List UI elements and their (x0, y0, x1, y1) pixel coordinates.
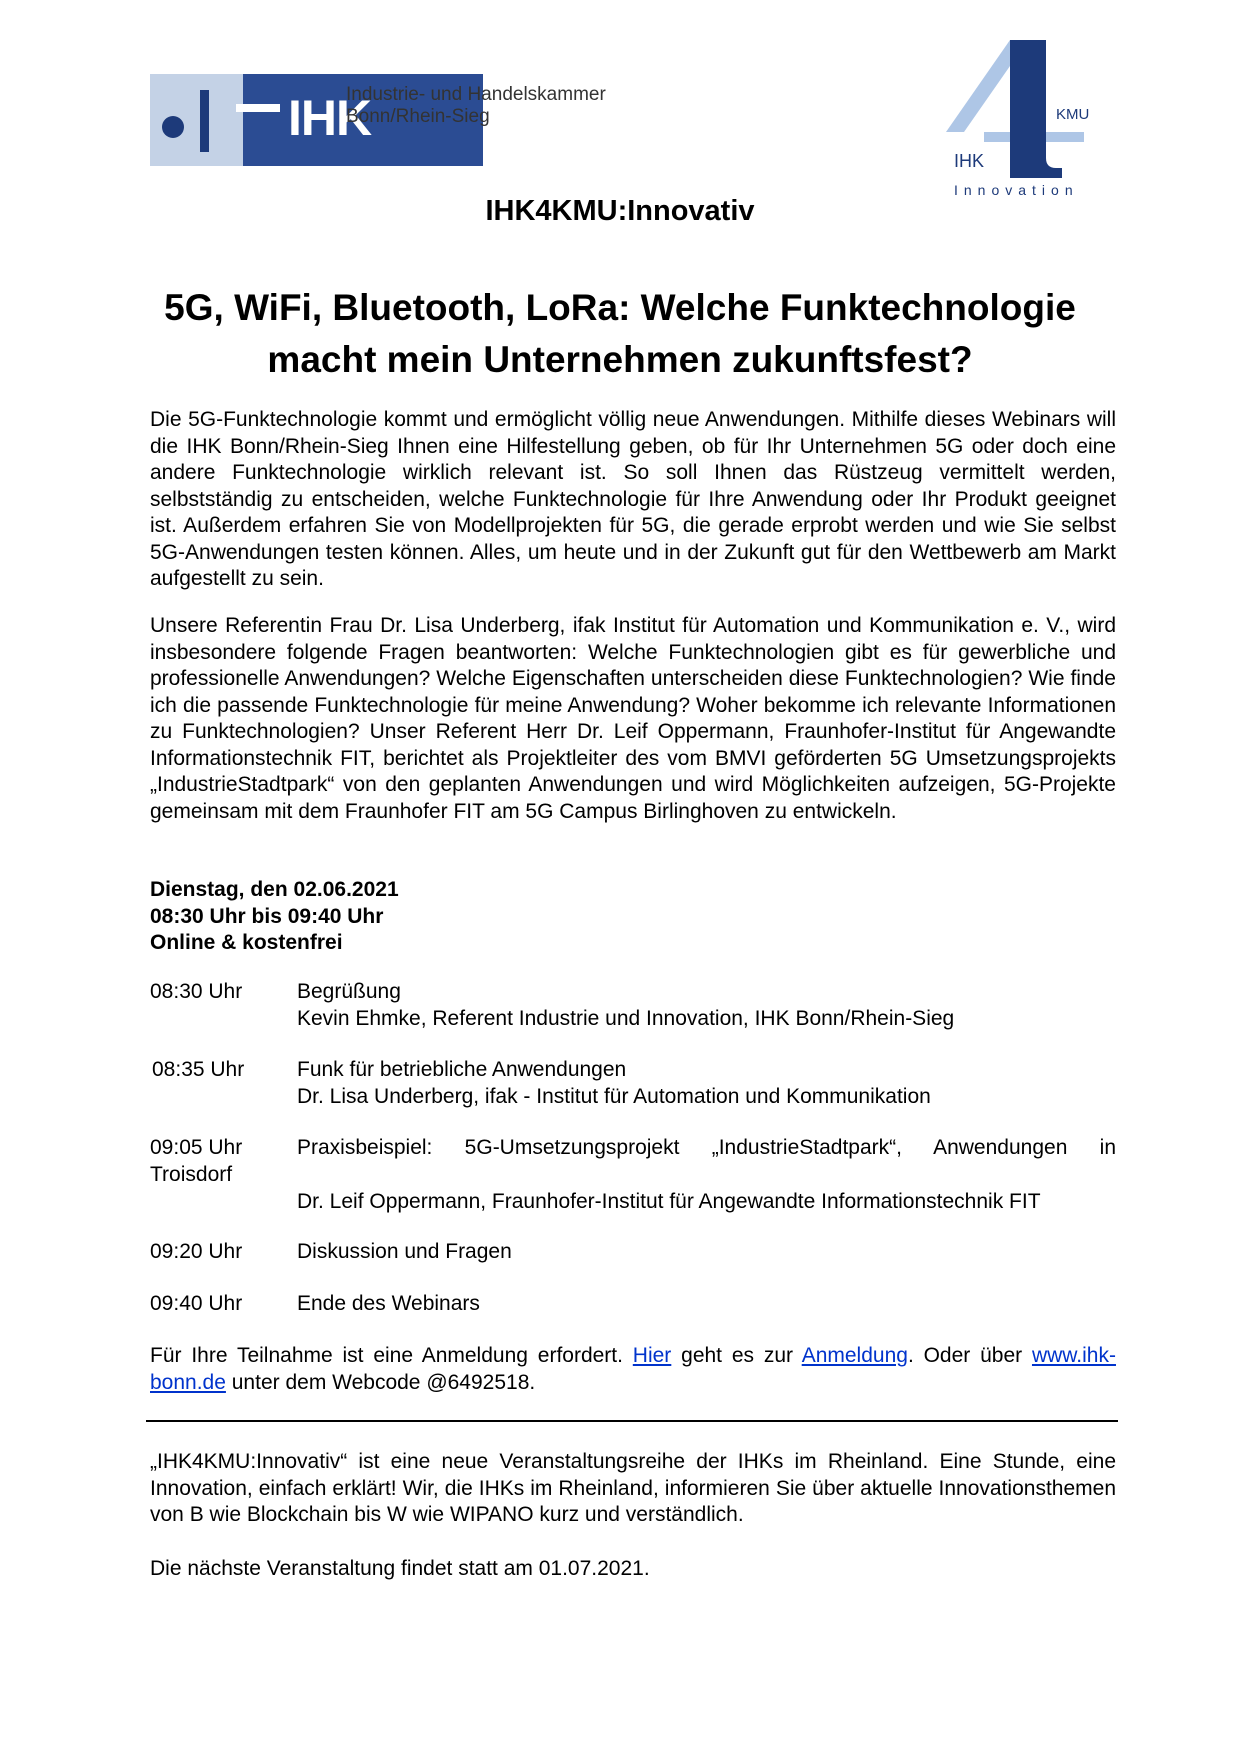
agenda-body (297, 979, 1116, 1032)
next-event-note: Die nächste Veranstaltung findet statt am 01.07.2021. (150, 1557, 650, 1580)
document-title (120, 282, 1120, 386)
agenda-time-block (150, 1135, 280, 1188)
logo-ihk-text: IHK (288, 90, 372, 146)
logo-org-name (346, 84, 606, 128)
agenda-item (150, 979, 1116, 1033)
logo-bar-icon (200, 90, 209, 152)
agenda-title: Begrüßung (297, 980, 401, 1003)
logo-org-line2: Bonn/Rhein-Sieg (346, 106, 490, 127)
divider (146, 1420, 1118, 1422)
agenda-title: Praxisbeispiel: 5G-Umsetzungsprojekt „IndustrieStadtpark“, Anwendungen in (297, 1136, 1116, 1159)
registration-text: Für Ihre Teilnahme ist eine Anmeldung erfordert. (150, 1344, 633, 1367)
logo-ihk-small-text: IHK (954, 151, 985, 171)
event-details (150, 877, 399, 957)
registration-paragraph (150, 1343, 1116, 1396)
agenda-speaker: Dr. Lisa Underberg, ifak - Institut für Automation und Kommunikation (297, 1084, 931, 1108)
agenda-speaker: Dr. Leif Oppermann, Fraunhofer-Institut für Angewandte Informationstechnik FIT (297, 1189, 1041, 1213)
agenda-item (150, 1135, 1116, 1245)
intro-paragraph: Die 5G-Funktechnologie kommt und ermöglicht völlig neue Anwendungen. Mithilfe dieses Webinars will die IHK Bonn/Rhein-Sieg Ihnen eine Hilfestellung geben, ob für Ihr Unternehmen 5G oder doch eine andere Funktechnologie wirklich relevant ist. So soll Ihnen das Rüstzeug vermittelt werden, selbstständig zu entscheiden, welche Funktechnologie für Ihre Anwendung oder Ihr Produkt geeignet ist. Außerdem erfahren Sie von Modellprojekten für 5G, die gerade erprobt werden und wie Sie selbst 5G-Anwendungen testen können. Alles, um heute und in der Zukunft gut für den Wettbewerb am Markt aufgestellt zu sein. (150, 408, 1116, 590)
logo-org-line1: Industrie- und Handelskammer (346, 84, 606, 105)
series-description: „IHK4KMU:Innovativ“ ist eine neue Veranstaltungsreihe der IHKs im Rheinland. Eine Stunde, eine Innovation, einfach erklärt! Wir, die IHKs im Rheinland, informieren Sie über aktuelle Innovationsthemen von B wie Blockchain bis W wie WIPANO kurz und verständlich. (150, 1450, 1116, 1526)
agenda-title: Diskussion und Fragen (297, 1240, 512, 1263)
ihk-bonn-logo (150, 74, 606, 166)
here-link[interactable]: Hier (632, 1344, 672, 1367)
logo-four-stem (1010, 40, 1062, 178)
ihk4kmu-logo (944, 40, 1114, 200)
speakers-paragraph: Unsere Referentin Frau Dr. Lisa Underberg, ifak Institut für Automation und Kommunikation e. V., wird insbesondere folgende Fragen beantworten: Welche Funktechnologien gibt es für gewerbliche und professionelle Anwendungen? Welche Eigenschaften unterscheiden diese Funktechnologien? Wie finde ich die passende Funktechnologie für meine Anwendung? Woher bekomme ich relevante Informationen zu Funktechnologien? Unser Referent Herr Dr. Leif Oppermann, Fraunhofer-Institut für Angewandte Informationstechnik FIT, berichtet als Projektleiter des vom BMVI geförderten 5G Umsetzungsprojekts „IndustrieStadtpark“ von den geplanten Anwendungen und wird Möglichkeiten aufzeigen, 5G-Projekte gemeinsam mit dem Fraunhofer FIT am 5G Campus Birlinghoven zu entwickeln. (150, 614, 1116, 823)
agenda-location: Troisdorf (150, 1162, 233, 1186)
logo-innovation-text: Innovation (954, 182, 1079, 198)
title-line-2: macht mein Unternehmen zukunftsfest? (267, 339, 973, 380)
registration-text: unter dem Webcode @6492518. (225, 1370, 536, 1394)
agenda-body (297, 1057, 1116, 1110)
registration-link[interactable]: Anmeldung (801, 1344, 908, 1367)
agenda-title: Funk für betriebliche Anwendungen (297, 1058, 627, 1081)
logo-four-diagonal (946, 40, 1010, 132)
event-time: 08:30 Uhr bis 09:40 Uhr (150, 904, 384, 928)
registration-text: geht es zur (671, 1344, 802, 1367)
agenda-time: 08:30 Uhr (150, 980, 243, 1003)
event-date: Dienstag, den 02.06.2021 (150, 878, 399, 901)
agenda-item (150, 1239, 1116, 1269)
agenda-item (150, 1291, 1116, 1321)
registration-text: . Oder über (907, 1344, 1023, 1367)
agenda-time: 09:20 Uhr (150, 1240, 243, 1263)
agenda-body (297, 1135, 1116, 1215)
agenda-time: 09:05 Uhr (150, 1136, 243, 1159)
series-title: IHK4KMU:Innovativ (485, 195, 755, 227)
agenda-time: 08:35 Uhr (152, 1058, 245, 1081)
agenda-time: 09:40 Uhr (150, 1292, 243, 1315)
logo-dot-icon (162, 116, 184, 138)
event-format: Online & kostenfrei (150, 931, 343, 954)
website-link[interactable]: www.ihk-bonn.de (150, 1344, 1116, 1394)
logo-kmu-text: KMU (1056, 106, 1090, 123)
logo-dash-icon (236, 104, 280, 112)
agenda-speaker: Kevin Ehmke, Referent Industrie und Innovation, IHK Bonn/Rhein-Sieg (297, 1006, 955, 1030)
agenda-body (297, 1291, 1116, 1318)
agenda-title: Ende des Webinars (297, 1292, 480, 1315)
title-line-1: 5G, WiFi, Bluetooth, LoRa: Welche Funktechnologie (164, 287, 1076, 328)
agenda-item (150, 1057, 1116, 1111)
agenda-body (297, 1239, 1116, 1266)
